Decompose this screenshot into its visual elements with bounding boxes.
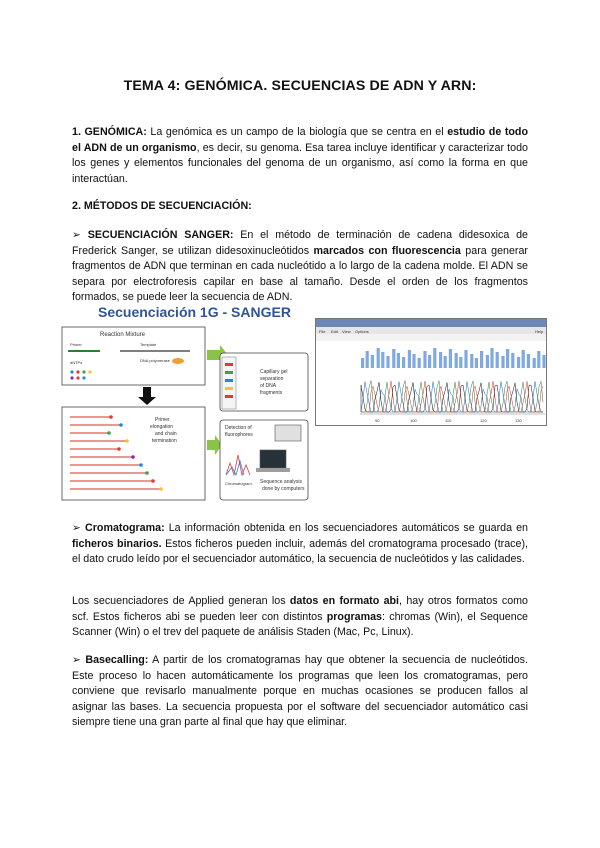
sanger-diagram	[60, 325, 310, 503]
dna-polymerase-label: DNA polymerase	[140, 358, 171, 363]
quality-bar	[470, 354, 473, 368]
menu-file[interactable]: File	[319, 329, 326, 334]
quality-bar	[537, 351, 540, 368]
dntp-dot	[70, 376, 73, 379]
cromatograma-bold: ficheros binarios.	[72, 537, 162, 550]
polymerase-shape	[172, 358, 184, 364]
quality-bar	[486, 355, 489, 368]
cromatograma-text-1: La información obtenida en los secuenciadores automáticos se guarda en	[164, 522, 528, 534]
quality-bar	[511, 353, 514, 368]
down-arrow-icon	[138, 387, 156, 405]
applied-bold-2: programas	[326, 610, 382, 623]
quality-bar	[402, 357, 405, 368]
applied-bold-1: datos en formato abi	[289, 595, 400, 607]
quality-bar	[428, 355, 431, 368]
sanger-text-1: En el método de terminación de cadena didesoxica de Frederick Sanger, se utilizan didesoxinucleótidos	[72, 229, 528, 257]
quality-bar	[455, 353, 458, 368]
page-title: TEMA 4: GENÓMICA. SECUENCIAS DE ADN Y ARN:	[123, 78, 477, 94]
quality-bar	[475, 358, 478, 368]
applied-text-3: : chromas (Win), el Sequence Scanner (Win) o el trev del paquete de análisis Staden (Mac, Pc, Linux).	[72, 610, 528, 639]
keyboard-icon	[256, 468, 290, 472]
quality-bar	[386, 356, 389, 368]
menu-edit[interactable]: Edit	[331, 329, 338, 334]
quality-bar	[527, 354, 530, 368]
sanger-paragraph	[72, 228, 528, 306]
axis-label: 90	[375, 418, 380, 423]
dntp-dot	[76, 370, 79, 373]
quality-bar	[533, 358, 536, 368]
quality-bar	[496, 352, 499, 368]
quality-bar	[366, 351, 369, 368]
genomica-text-1: La genómica es un campo de la biología que se centra en el	[146, 126, 448, 138]
dntps-label: dNTPs	[70, 360, 83, 365]
applied-text-1: Los secuenciadores de Applied generan los	[72, 595, 290, 607]
chromatogram-window	[315, 318, 547, 426]
elongation-label-2: elongation	[150, 424, 174, 430]
bullet-arrow-icon: ➢	[72, 654, 81, 666]
sanger-heading: SECUENCIACIÓN SANGER:	[87, 229, 234, 241]
dntp-dot	[88, 370, 91, 373]
capillary-label-4: fragments	[260, 390, 283, 396]
genomica-bold: estudio de todo el ADN de un organismo	[72, 126, 528, 154]
menu-help[interactable]: Help	[535, 329, 544, 334]
quality-bar	[381, 352, 384, 368]
menu-view[interactable]: View	[342, 329, 351, 334]
quality-bar	[423, 351, 426, 368]
basecalling-heading: Basecalling:	[85, 654, 149, 666]
quality-bar	[517, 357, 520, 368]
quality-bar	[361, 358, 364, 368]
reaction-mixture-label: Reaction Mixture	[100, 332, 146, 338]
computer-icon	[260, 450, 286, 468]
quality-bar	[439, 352, 442, 368]
detector-device-icon	[275, 425, 301, 441]
elongation-label-1: Primer	[155, 417, 170, 423]
quality-bar	[464, 350, 467, 368]
quality-bar	[377, 348, 380, 368]
elongation-label-3: and chain	[155, 431, 177, 437]
quality-bar	[480, 351, 483, 368]
quality-bar	[449, 349, 452, 368]
quality-bar	[412, 354, 415, 368]
dntp-dot	[76, 376, 79, 379]
capillary-label-3: of DNA	[260, 383, 277, 389]
quality-bar	[490, 348, 493, 368]
quality-bar	[371, 355, 374, 368]
quality-bar	[408, 350, 411, 368]
axis-label: 120	[480, 418, 487, 423]
axis-label: 100	[410, 418, 417, 423]
quality-bar	[397, 353, 400, 368]
elongation-label-4: termination	[152, 438, 177, 444]
axis-label: 130	[515, 418, 522, 423]
detection-label-2: fluorophores	[225, 432, 253, 438]
quality-bar	[433, 348, 436, 368]
sanger-text-2: para generar fragmentos de ADN que terminan en cada nucleótido a lo largo de la cadena molde. El ADN se separa por electroforesis capilar en base al tamaño. Desde el orden de los fragmentos formados, se puede leer la secuencia de ADN.	[72, 244, 528, 304]
genomica-heading: 1. GENÓMICA:	[72, 126, 147, 138]
cromatograma-text-2: Estos ficheros pueden incluir, además del cromatograma procesado (trace), el dato crudo leído por el secuenciador automático, la secuencia de nucleótidos y las calidades.	[72, 537, 528, 566]
quality-bar	[444, 356, 447, 368]
cromatograma-paragraph	[72, 521, 528, 568]
window-titlebar	[316, 319, 546, 327]
figure-title: Secuenciación 1G - SANGER	[98, 304, 291, 320]
bullet-arrow-icon: ➢	[72, 229, 81, 241]
window-toolbar	[316, 334, 546, 341]
sanger-bold: marcados con fluorescencia	[313, 244, 461, 257]
capillary-label-1: Capillary gel	[260, 369, 288, 375]
primer-label: Primer	[70, 342, 82, 347]
bullet-arrow-icon: ➢	[72, 522, 81, 534]
analysis-label-2: done by computers	[262, 486, 305, 492]
quality-bar	[501, 356, 504, 368]
quality-bar	[542, 355, 545, 368]
menu-options[interactable]: Options	[355, 329, 369, 334]
axis-label: 110	[445, 418, 452, 423]
genomica-paragraph	[72, 125, 528, 187]
template-label: Template	[140, 342, 157, 347]
quality-bar	[392, 349, 395, 368]
dntp-dot	[70, 370, 73, 373]
basecalling-text: A partir de los cromatogramas hay que obtener la secuencia de nucleótidos. Este proceso lo hacen automáticamente los programas que leen los cromatogramas, pero conviene que revisarlo manualmente porque en muchas ocasiones se producen fallos al asignar las bases. La secuencia propuesta por el software del secuenciador automático casi siempre tiene una gran parte al final que hay que eliminar.	[72, 654, 528, 729]
quality-bar	[522, 350, 525, 368]
metodos-heading: 2. MÉTODOS DE SECUENCIACIÓN:	[72, 200, 252, 212]
dntp-dot	[82, 370, 85, 373]
genomica-text-2: , es decir, su genoma. Esa tarea incluye identificar y caracterizar todo los genes y elementos funcionales del genoma de un organismo, así como la forma en que interactúan.	[72, 141, 528, 185]
capillary-label-2: separation	[260, 376, 284, 382]
cromatograma-heading: Cromatograma:	[85, 522, 165, 534]
dntp-dot	[82, 376, 85, 379]
detection-label-1: Detection of	[225, 425, 252, 431]
applied-paragraph	[72, 594, 528, 641]
analysis-label-1: Sequence analysis	[260, 479, 302, 485]
quality-bar	[459, 357, 462, 368]
chromatogram-label: Chromatogram	[225, 481, 252, 486]
quality-bar	[506, 349, 509, 368]
quality-bar	[418, 358, 421, 368]
applied-text-2: , hay otros formatos como scf. Estos ficheros abi se pueden leer con distintos	[72, 595, 528, 623]
basecalling-paragraph	[72, 653, 528, 731]
elongation-box	[62, 407, 205, 500]
